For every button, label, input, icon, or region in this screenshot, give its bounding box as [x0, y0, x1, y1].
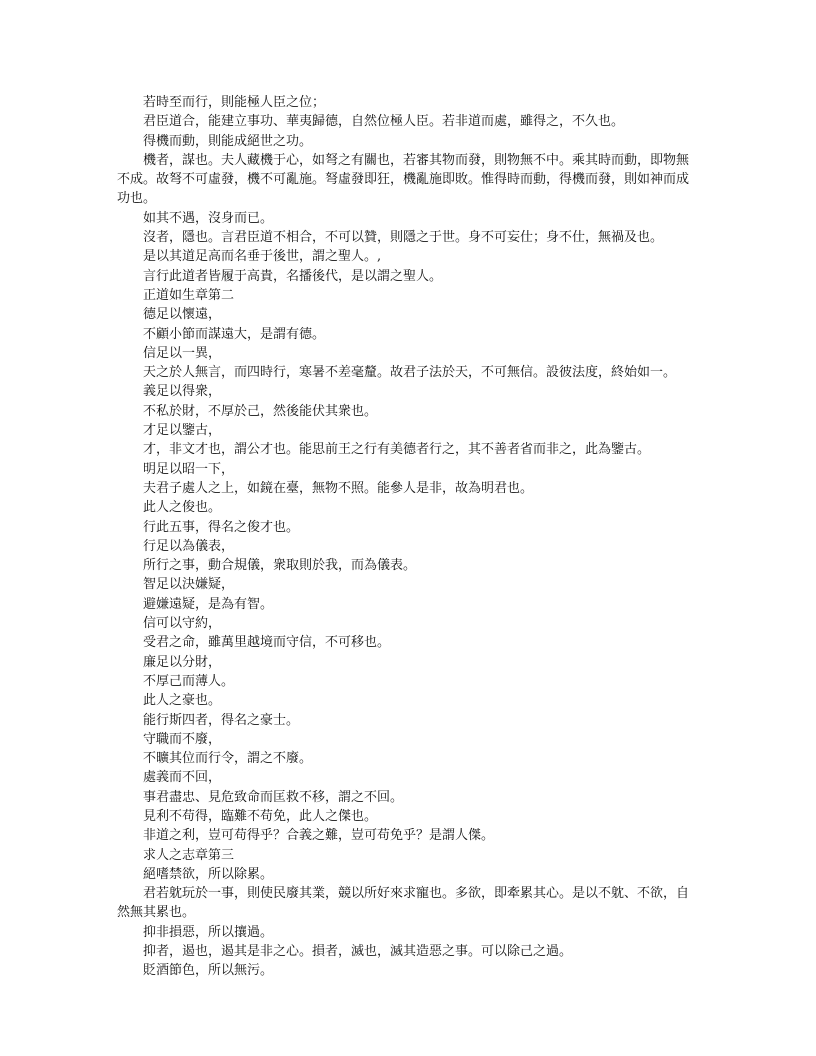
paragraph: 抑者，遏也，遏其是非之心。損者，滅也，滅其造惡之事。可以除己之過。 — [143, 944, 573, 960]
paragraph: 守職而不廢， — [143, 731, 222, 747]
chapter-heading: 求人之志章第三 — [143, 847, 235, 863]
paragraph: 不私於財，不厚於己，然後能伏其衆也。 — [143, 403, 378, 419]
paragraph: 避嫌遠疑，是為有智。 — [143, 596, 274, 612]
paragraph: 不顧小節而謀遠大，是謂有德。 — [143, 326, 326, 342]
paragraph: 行此五事，得名之俊才也。 — [143, 519, 300, 535]
paragraph: 是以其道足高而名垂于後世，謂之聖人。, — [143, 249, 382, 265]
paragraph: 機者，謀也。夫人藏機于心，如弩之有關也，若審其物而發，則物無不中。乘其時而動，即物無不成。故弩不可虛發，機不可亂施。弩虛發即狂，機亂施即敗。惟得時而動，得機而發，則如神而成功也。 — [117, 152, 690, 207]
paragraph: 貶酒節色，所以無污。 — [143, 963, 274, 979]
paragraph: 言行此道者皆履于高貴，名播後代，是以謂之聖人。 — [143, 268, 443, 284]
paragraph: 如其不遇，沒身而已。 — [143, 210, 274, 226]
paragraph: 絕嗜禁欲，所以除累。 — [143, 866, 274, 882]
chapter-heading: 正道如生章第二 — [143, 287, 235, 303]
paragraph: 義足以得衆， — [143, 384, 222, 400]
paragraph: 信足以一異， — [143, 345, 222, 361]
paragraph: 此人之俊也。 — [143, 500, 222, 516]
paragraph: 所行之事，動合規儀，衆取則於我，而為儀表。 — [143, 558, 417, 574]
paragraph: 夫君子處人之上，如鏡在臺，無物不照。能參人是非，故為明君也。 — [143, 480, 534, 496]
paragraph: 明足以昭一下， — [143, 461, 235, 477]
paragraph: 不曠其位而行令，謂之不廢。 — [143, 751, 313, 767]
paragraph: 若時至而行，則能極人臣之位； — [143, 95, 326, 110]
paragraph: 德足以懷遠， — [143, 307, 222, 323]
paragraph: 處義而不回， — [143, 770, 222, 786]
paragraph: 受君之命，雖萬里越境而守信，不可移也。 — [143, 635, 391, 651]
paragraph: 見利不苟得，臨難不苟免，此人之傑也。 — [143, 808, 378, 824]
paragraph: 信可以守約， — [143, 616, 222, 632]
paragraph: 君若躭玩於一事，則使民廢其業，競以所好來求寵也。多欲，即牽累其心。是以不躭、不欲，自然無其累也。 — [117, 886, 690, 921]
paragraph: 智足以決嫌疑， — [143, 577, 235, 593]
document-page — [117, 93, 700, 981]
paragraph: 能行斯四者，得名之豪士。 — [143, 712, 300, 728]
paragraph: 天之於人無言，而四時行，寒暑不差毫釐。故君子法於天，不可無信。設彼法度，終始如一。 — [143, 365, 677, 381]
paragraph: 君臣道合，能建立事功、華夷歸德，自然位極人臣。若非道而處，雖得之，不久也。 — [143, 114, 625, 130]
paragraph: 非道之利，豈可苟得乎？合義之難，豈可苟免乎？是謂人傑。 — [143, 828, 495, 844]
paragraph: 得機而動，則能成絕世之功。 — [143, 133, 313, 149]
paragraph: 行足以為儀表， — [143, 538, 235, 554]
paragraph: 才足以鑒古， — [143, 423, 222, 439]
paragraph: 才，非文才也，謂公才也。能思前王之行有美德者行之，其不善者省而非之，此為鑒古。 — [143, 442, 651, 458]
paragraph: 此人之豪也。 — [143, 693, 222, 709]
paragraph: 抑非損惡，所以攘過。 — [143, 924, 274, 940]
paragraph: 不厚己而薄人。 — [143, 673, 235, 689]
paragraph: 事君盡忠、見危致命而匡救不移，謂之不回。 — [143, 789, 404, 805]
paragraph: 廉足以分財， — [143, 654, 222, 670]
paragraph: 沒者，隱也。言君臣道不相合，不可以贊，則隱之于世。身不可妄仕；身不仕，無禍及也。 — [143, 230, 664, 246]
